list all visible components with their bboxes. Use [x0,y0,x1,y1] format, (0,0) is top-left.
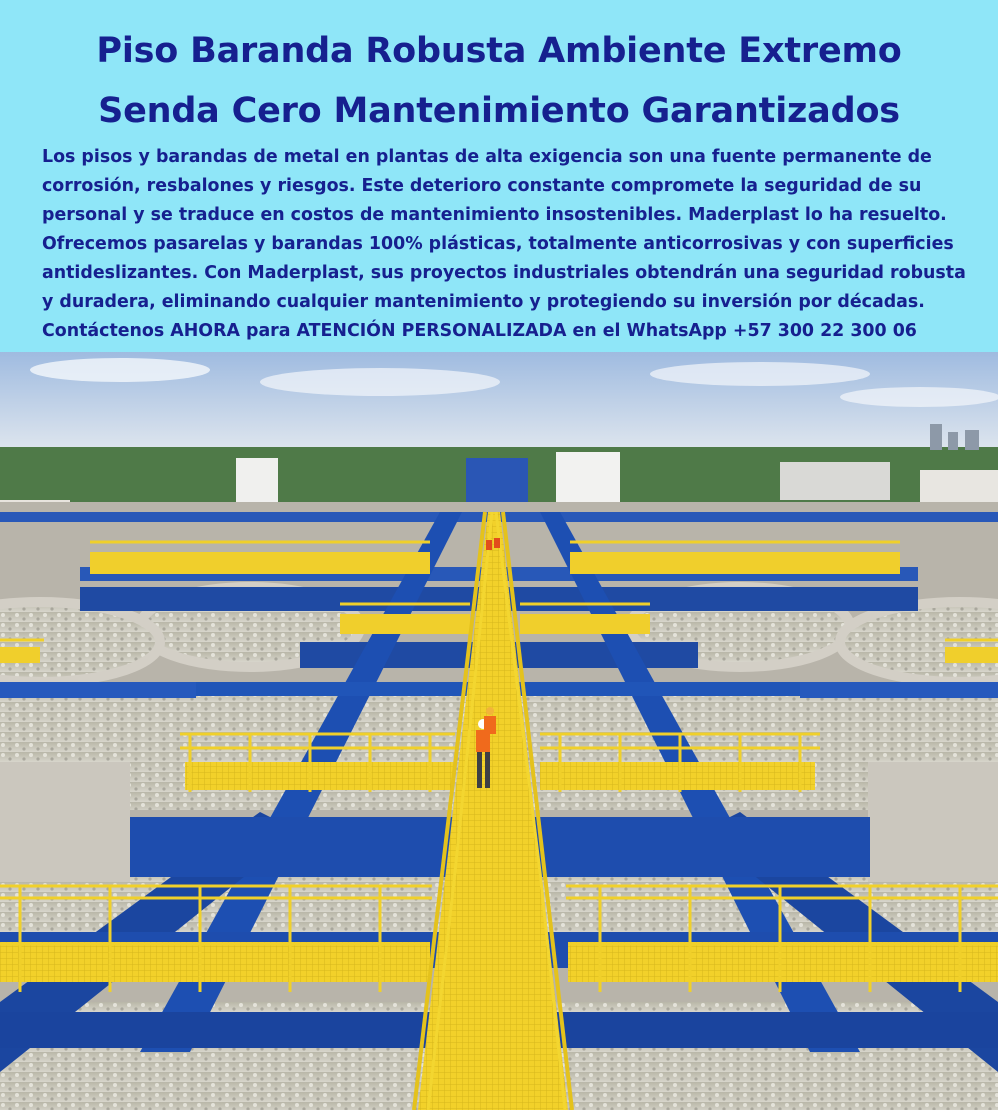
headline-line-2: Senda Cero Mantenimiento Garantizados [98,91,900,131]
paragraph-line: Ofrecemos pasarelas y barandas 100% plásticas, totalmente anticorrosivas y con superficies [42,234,954,254]
promo-banner [0,0,998,352]
paragraph-line: Los pisos y barandas de metal en plantas de alta exigencia son una fuente permanente de [42,147,932,167]
paragraph-line: antideslizantes. Con Maderplast, sus proyectos industriales obtendrán una seguridad robusta [42,263,966,283]
paragraph-line: y duradera, eliminando cualquier mantenimiento y protegiendo su inversión por décadas. [42,292,925,312]
contact-line: Contáctenos AHORA para ATENCIÓN PERSONALIZADA en el WhatsApp +57 300 22 300 06 [42,321,917,341]
description-paragraph [0,143,998,346]
paragraph-line: corrosión, resbalones y riesgos. Este deterioro constante compromete la seguridad de su [42,176,922,196]
water-treatment-plant-image [0,352,998,1110]
headline-line-1: Piso Baranda Robusta Ambiente Extremo [96,31,902,71]
platform-right-mid [540,762,815,790]
platform-right-near [568,942,998,982]
paragraph-line: personal y se traduce en costos de mantenimiento insostenibles. Maderplast lo ha resuelto. [42,205,947,225]
platform-left-mid [185,762,453,790]
platform-left-near [0,942,430,982]
